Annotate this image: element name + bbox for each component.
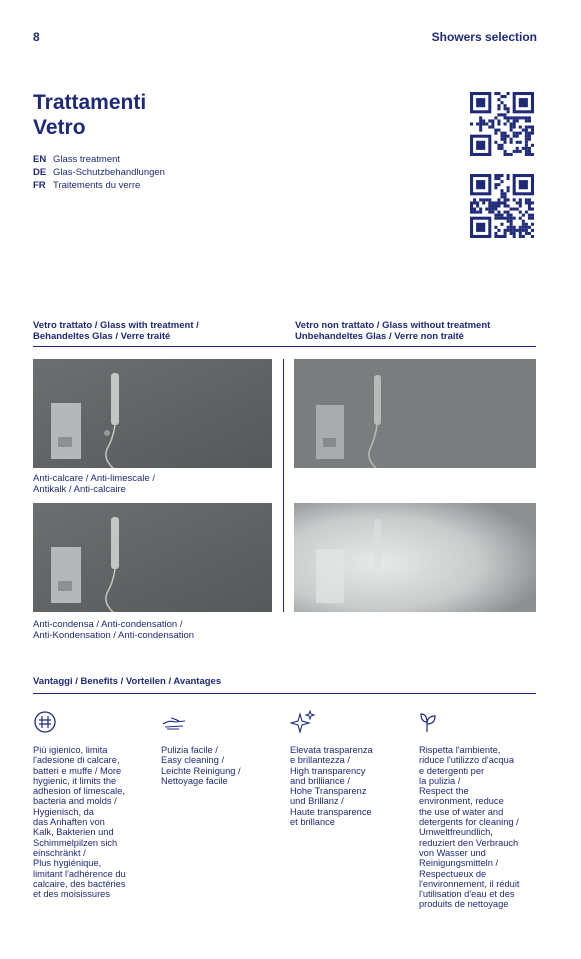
lang-fr: FR Traitements du verre <box>33 180 141 191</box>
photo-treated-limescale <box>33 359 272 468</box>
lang-de: DE Glas-Schutzbehandlungen <box>33 167 165 178</box>
sparkle-icon <box>290 710 316 734</box>
section-title: Showers selection <box>431 30 537 44</box>
leaf-icon <box>419 710 443 734</box>
cleaning-hand-icon <box>161 710 189 734</box>
benefit-environment-text: Rispetta l'ambiente, riduce l'utilizzo d'acqua e detergenti per la pulizia / Respect the environment, reduce the use of water and detergents for cleaning / Umweltfreundlich, reduziert den Verbrauch von Wasser und Reinigungsmitteln / Respectueux de l'environnement, il réduit l'utilisation d'eau et des produits de nettoyage <box>419 745 520 910</box>
benefit-hygiene-text: Più igienico, limita l'adesione di calcare, batteri e muffe / More hygienic, it limits the adhesion of limescale, bacteria and molds / Hygienisch, da das Anhaften von Kalk, Bakterien und Schimmelpilzen sich einschränkt / Plus hygiénique, limitant l'adhérence du calcaire, des bactéries et des moisissures <box>33 745 126 900</box>
divider <box>33 346 536 347</box>
hygiene-icon <box>33 710 57 734</box>
caption-limescale: Anti-calcare / Anti-limescale / Antikalk / Anti-calcaire <box>33 473 155 495</box>
title-line-2: Vetro <box>33 116 86 139</box>
page-number: 8 <box>33 30 40 44</box>
page-title <box>33 90 146 140</box>
treated-glass-heading: Vetro trattato / Glass with treatment / Behandeltes Glas / Verre traité <box>33 320 199 342</box>
lang-en: EN Glass treatment <box>33 154 121 165</box>
language-list <box>33 153 165 192</box>
qr-code-1[interactable] <box>470 92 534 156</box>
column-divider <box>283 359 284 612</box>
qr-code-2[interactable] <box>470 174 534 238</box>
photo-untreated-limescale <box>294 359 536 468</box>
benefits-heading: Vantaggi / Benefits / Vorteilen / Avantages <box>33 676 222 687</box>
benefit-transparency-text: Elevata trasparenza e brillantezza / High transparency and brilliance / Hohe Transparenz und Brillanz / Haute transparence et brillance <box>290 745 373 828</box>
untreated-glass-heading: Vetro non trattato / Glass without treatment Unbehandeltes Glas / Verre non traité <box>295 320 491 342</box>
benefit-cleaning-text: Pulizia facile / Easy cleaning / Leichte Reinigung / Nettoyage facile <box>161 745 241 786</box>
photo-untreated-condensation <box>294 503 536 612</box>
caption-condensation: Anti-condensa / Anti-condensation / Anti-Kondensation / Anti-condensation <box>33 619 195 641</box>
title-line-1: Trattamenti <box>33 91 147 114</box>
benefits-divider <box>33 693 536 694</box>
photo-treated-condensation <box>33 503 272 612</box>
